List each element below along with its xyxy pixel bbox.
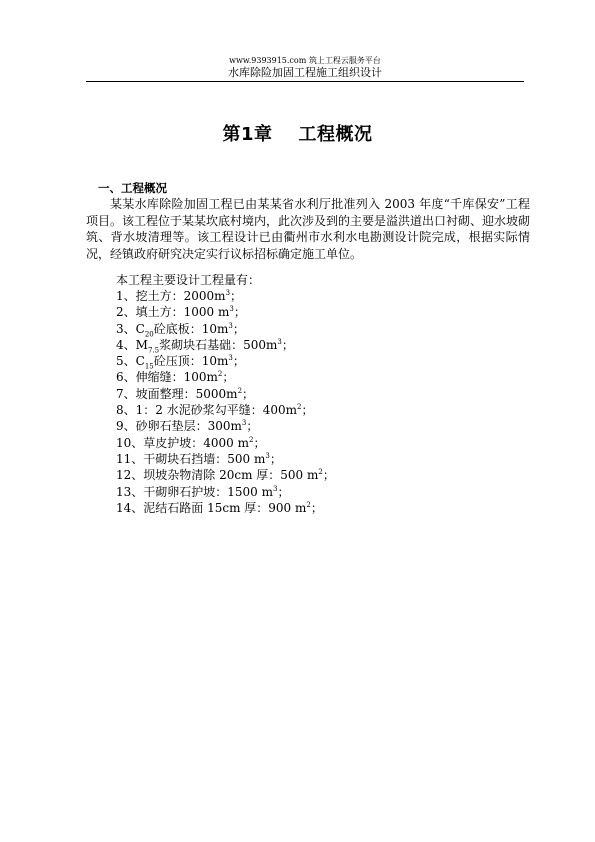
list-item: 12、坝坡杂物清除 20cm 厚：500 $m^2$； — [116, 468, 335, 483]
header-doc-title: 水库除险加固工程施工组织设计 — [228, 66, 382, 79]
list-item: 2、填土方：1000 $m^3$； — [116, 305, 246, 320]
chapter-title: 工程概况 — [298, 124, 373, 145]
list-item: 10、草皮护坡：4000 $m^2$； — [116, 435, 266, 450]
section-heading: 一、工程概况 — [98, 181, 167, 195]
header-divider — [86, 81, 524, 82]
list-item: 8、1：2 水泥砂浆勾平缝：$400m^2$； — [116, 403, 314, 418]
page-header — [86, 56, 524, 80]
chapter-number: 第1章 — [222, 124, 273, 145]
list-item: 1、挖土方：$2000m^3$； — [116, 289, 243, 303]
list-item: 9、砂卵石垫层：$300m^3$； — [116, 419, 259, 434]
header-site-text: www.9393915.com 筑上工程云服务平台 — [229, 56, 381, 65]
overview-paragraph: 某某水库除险加固工程已由某某省水利厅批准列入 2003 年度“千库保安”工程项目。该工程位于某某坎底村境内，此次涉及到的主要是溢洪道出口衬砌、迎水坡砌筑、背水坡清理等。该工程设计已由衢州市水利水电勘测设计院完成，根据实际情况，经镇政府研究决定实行议标招标确定施工单位。 — [86, 197, 531, 261]
chapter-heading — [0, 120, 595, 146]
list-item: 4、$M_{7.5}$浆砌块石基础：$500m^3$； — [116, 337, 294, 355]
list-item: 13、干砌卵石护坡：1500 $m^3$； — [116, 484, 290, 499]
list-item: 14、泥结石路面 15cm 厚：900 $m^2$； — [116, 500, 323, 515]
list-item: 7、坡面整理：$5000m^2$； — [116, 386, 255, 401]
list-item: 3、$C_{20}$砼底板：$10m^3$； — [116, 321, 245, 338]
list-item: 11、干砌块石挡墙：500 $m^3$； — [116, 451, 282, 466]
list-item: 5、$C_{15}$砼压顶：$10m^3$； — [116, 354, 245, 371]
quantities-intro: 本工程主要设计工程量有： — [116, 273, 261, 287]
quantities-list — [116, 288, 335, 516]
list-item: 6、伸缩缝：$100m^2$； — [116, 370, 235, 385]
